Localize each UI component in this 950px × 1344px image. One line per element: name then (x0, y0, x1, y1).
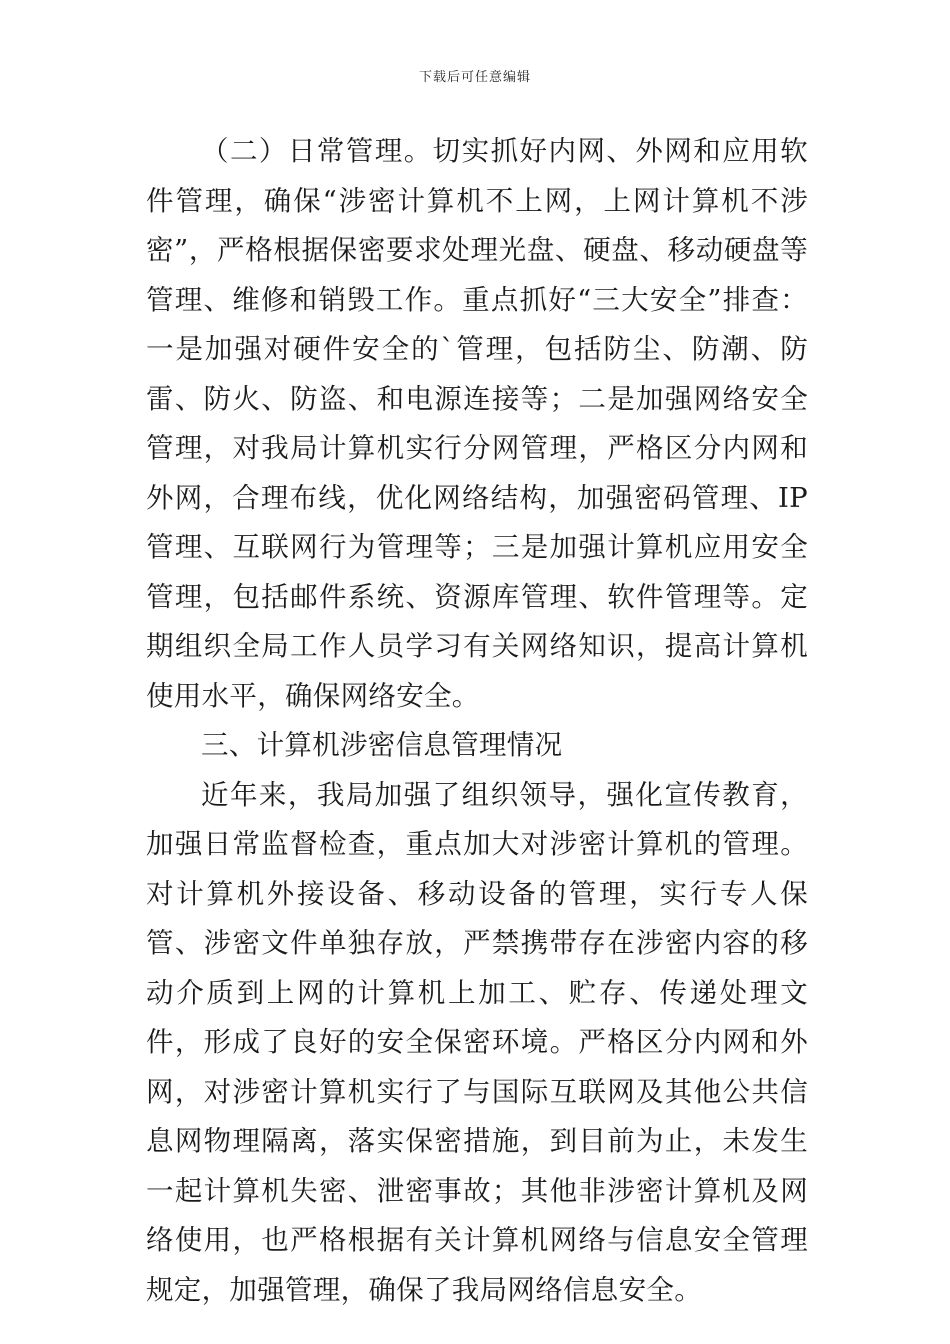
header-note: 下载后可任意编辑 (418, 70, 531, 85)
paragraph-classified-info: 近年来，我局加强了组织领导，强化宣传教育，加强日常监督检查，重点加大对涉密计算机的管理。对计算机外接设备、移动设备的管理，实行专人保管、涉密文件单独存放，严禁携带存在涉密内容的移动介质到上网的计算机上加工、贮存、传递处理文件，形成了良好的安全保密环境。严格区分内网和外网，对涉密计算机实行了与国际互联网及其他公共信息网物理隔离，落实保密措施，到目前为止，未发生一起计算机失密、泄密事故；其他非涉密计算机及网络使用，也严格根据有关计算机网络与信息安全管理规定，加强管理，确保了我局网络信息安全。 (146, 778, 808, 1306)
document-body (146, 127, 808, 1315)
paragraph-daily-management: （二）日常管理。切实抓好内网、外网和应用软件管理，确保“涉密计算机不上网，上网计算机不涉密”，严格根据保密要求处理光盘、硬盘、移动硬盘等管理、维修和销毁工作。重点抓好“三大安全”排查：一是加强对硬件安全的`管理，包括防尘、防潮、防雷、防火、防盗、和电源连接等；二是加强网络安全管理，对我局计算机实行分网管理，严格区分内网和外网，合理布线，优化网络结构，加强密码管理、IP管理、互联网行为管理等；三是加强计算机应用安全管理，包括邮件系统、资源库管理、软件管理等。定期组织全局工作人员学习有关网络知识，提高计算机使用水平，确保网络安全。 (146, 135, 808, 712)
section-heading: 三、计算机涉密信息管理情况 (201, 729, 563, 761)
